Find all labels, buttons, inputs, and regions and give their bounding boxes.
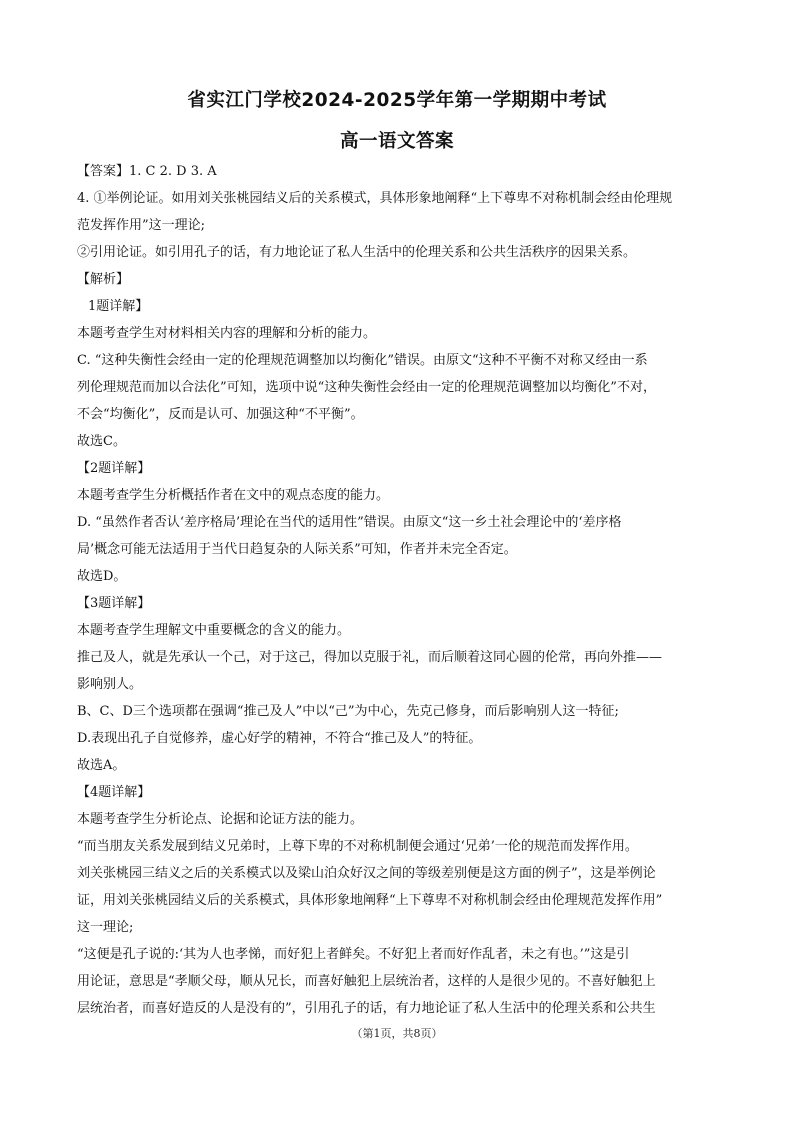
body-line: ②引用论证。如引用孔子的话，有力地论证了私人生活中的伦理关系和公共生活秩序的因果关系。: [77, 245, 637, 260]
body-line: B、C、D三个选项都在强调“推己及人”中以“己”为中心，先克己修身，而后影响别人这一特征;: [77, 704, 619, 719]
body-line: 用论证，意思是“孝顺父母，顺从兄长，而喜好触犯上层统治者，这样的人是很少见的。不喜好触犯上: [77, 974, 656, 989]
section-heading: 【3题详解】: [77, 596, 151, 611]
document-subtitle: 高一语文答案: [339, 131, 454, 152]
body-line: “这便是孔子说的:‘其为人也孝悌，而好犯上者鲜矣。不好犯上者而好作乱者，未之有也。’”这是引: [77, 947, 630, 962]
body-line: 刘关张桃园三结义之后的关系模式以及梁山泊众好汉之间的等级差别便是这方面的例子”，这是举例论: [77, 866, 656, 881]
body-line: 这一理论;: [77, 920, 134, 935]
body-line: 本题考查学生分析论点、论据和论证方法的能力。: [77, 812, 364, 827]
body-line: 本题考查学生理解文中重要概念的含义的能力。: [77, 623, 351, 638]
section-heading: 【4题详解】: [77, 785, 151, 800]
body-line: 推己及人，就是先承认一个己，对于这己，得加以克服于礼，而后顺着这同心圆的伦常，再向外推——: [77, 650, 663, 665]
body-line: 证，用刘关张桃园结义后的关系模式，具体形象地阐释“上下尊卑不对称机制会经由伦理规范发挥作用”: [77, 893, 663, 908]
body-line: 本题考查学生对材料相关内容的理解和分析的能力。: [77, 326, 377, 341]
body-line: 范发挥作用”这一理论;: [77, 218, 206, 233]
body-line: 本题考查学生分析概括作者在文中的观点态度的能力。: [77, 488, 390, 503]
body-line: 层统治者，而喜好造反的人是没有的”，引用孔子的话，有力地论证了私人生活中的伦理关系和公共生: [77, 1001, 656, 1016]
section-heading: 1题详解】: [88, 299, 149, 314]
body-line: D.表现出孔子自觉修养，虚心好学的精神，不符合“推己及人”的特征。: [77, 731, 482, 746]
section-heading: 【2题详解】: [77, 461, 151, 476]
answer-line: 【答案】1. C 2. D 3. A: [77, 164, 217, 179]
body-line: 列伦理规范而加以合法化”可知，选项中说“这种失衡性会经由一定的伦理规范调整加以均衡化”不对，: [77, 380, 656, 395]
body-line: 故选A。: [77, 758, 126, 773]
body-line: “而当朋友关系发展到结义兄弟时，上尊下卑的不对称机制便会通过‘兄弟’一伦的规范而发挥作用。: [77, 839, 638, 854]
body-line: D. “虽然作者否认‘差序格局’理论在当代的适用性”错误。由原文“这一乡土社会理论中的‘差序格: [77, 515, 622, 530]
section-heading: 【解析】: [77, 272, 130, 287]
body-line: 影响别人。: [77, 677, 143, 692]
page-footer: （第1页，共8页）: [351, 1027, 443, 1040]
body-line: 不会“均衡化”，反而是认可、加强这种“不平衡”。: [77, 407, 364, 422]
body-line: C. “这种失衡性会经由一定的伦理规范调整加以均衡化”错误。由原文“这种不平衡不对称又经由一系: [77, 353, 648, 368]
body-line: 局’概念可能无法适用于当代日趋复杂的人际关系”可知，作者并未完全否定。: [77, 542, 517, 557]
body-line: 故选D。: [77, 569, 127, 584]
document-title: 省实江门学校2024-2025学年第一学期期中考试: [187, 90, 607, 111]
body-line: 故选C。: [77, 434, 126, 449]
body-line: 4. ①举例论证。如用刘关张桃园结义后的关系模式，具体形象地阐释“上下尊卑不对称机制会经由伦理规: [77, 191, 673, 206]
